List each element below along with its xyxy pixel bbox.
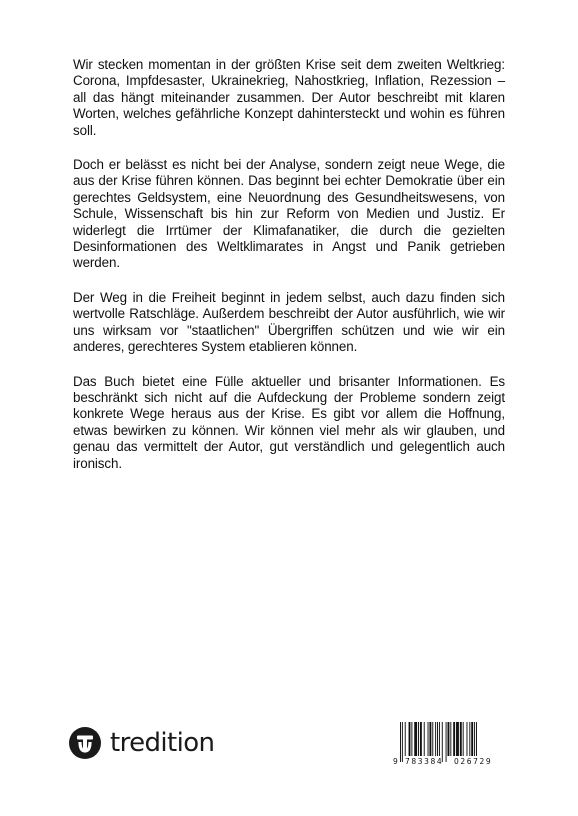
barcode-bar xyxy=(411,722,412,756)
paragraph-3: Der Weg in die Freiheit beginnt in jedem selbst, auch dazu finden sich wertvolle Ratschläge. Außerdem beschreibt der Autor ausführlich, wie wir uns wirksam vor "staatlichen" Übergriffen schützen und wie wir ein anderes, gerechteres System etablieren können. xyxy=(73,289,505,355)
barcode-bar xyxy=(428,722,429,756)
barcode-bar xyxy=(400,722,401,762)
paragraph-2: Doch er belässt es nicht bei der Analyse, sondern zeigt neue Wege, die aus der Krise führen können. Das beginnt bei echter Demokratie über ein gerechtes Geldsystem, eine Neuordnung des Gesundheitswesens, von Schule, Wissenschaft bis hin zur Reform von Medien und Justiz. Er widerlegt die Irrtümer der Klimafanatiker, die durch die gezielten Desinformationen des Weltklimarates in Angst und Panik getrieben werden. xyxy=(73,157,505,271)
barcode-bar xyxy=(409,722,411,756)
barcode-bar xyxy=(437,722,438,756)
tredition-logo-icon xyxy=(69,727,101,759)
barcode-bar xyxy=(450,722,451,756)
barcode-bar xyxy=(446,722,447,762)
barcode-bar xyxy=(463,722,464,756)
paragraph-1: Wir stecken momentan in der größten Krise seit dem zweiten Weltkrieg: Corona, Impfdesaster, Ukrainekrieg, Nahostkrieg, Inflation, Rezession – all das hängt miteinander zusammen. Der Autor beschreibt mit klaren Worten, welches gefährliche Konzept dahintersteckt und wohin es führen soll. xyxy=(73,57,505,138)
publisher-name: tredition xyxy=(110,728,215,758)
barcode-bar xyxy=(476,722,477,756)
barcode-bar xyxy=(424,722,425,756)
barcode-bar xyxy=(429,722,431,756)
barcode-bar xyxy=(402,722,403,762)
barcode-bar xyxy=(442,722,443,762)
barcode-bar xyxy=(418,722,419,756)
barcode-bar xyxy=(471,722,473,756)
barcode-bar xyxy=(435,722,436,756)
barcode-bar xyxy=(420,722,422,756)
barcode-digit-first: 9 xyxy=(393,757,398,766)
barcode-bar xyxy=(405,722,406,756)
barcode-bar xyxy=(460,722,462,756)
back-cover-text xyxy=(73,57,505,490)
barcode-bar xyxy=(439,722,440,756)
barcode-digit-group-1: 783384 xyxy=(405,757,444,766)
barcode-bar xyxy=(432,722,433,756)
barcode-bar xyxy=(474,722,475,756)
publisher-logo xyxy=(69,726,214,760)
barcode-bar xyxy=(453,722,455,756)
paragraph-4: Das Buch bietet eine Fülle aktueller und brisanter Informationen. Es beschränkt sich nicht auf die Aufdeckung der Probleme sondern zeigt konkrete Wege heraus aus der Krise. Es gibt vor allem die Hoffnung, etwas bewirken zu können. Wir können viel mehr als wir glauben, und genau das vermittelt der Autor, gut verständlich und gelegentlich auch ironisch. xyxy=(73,373,505,471)
barcode-bar xyxy=(456,722,459,756)
barcode-digit-group-2: 026729 xyxy=(454,757,493,766)
isbn-barcode xyxy=(393,722,505,768)
barcode-bar xyxy=(467,722,468,756)
barcode-bar xyxy=(448,722,450,756)
barcode-bar xyxy=(414,722,417,756)
barcode-bar xyxy=(469,722,470,756)
